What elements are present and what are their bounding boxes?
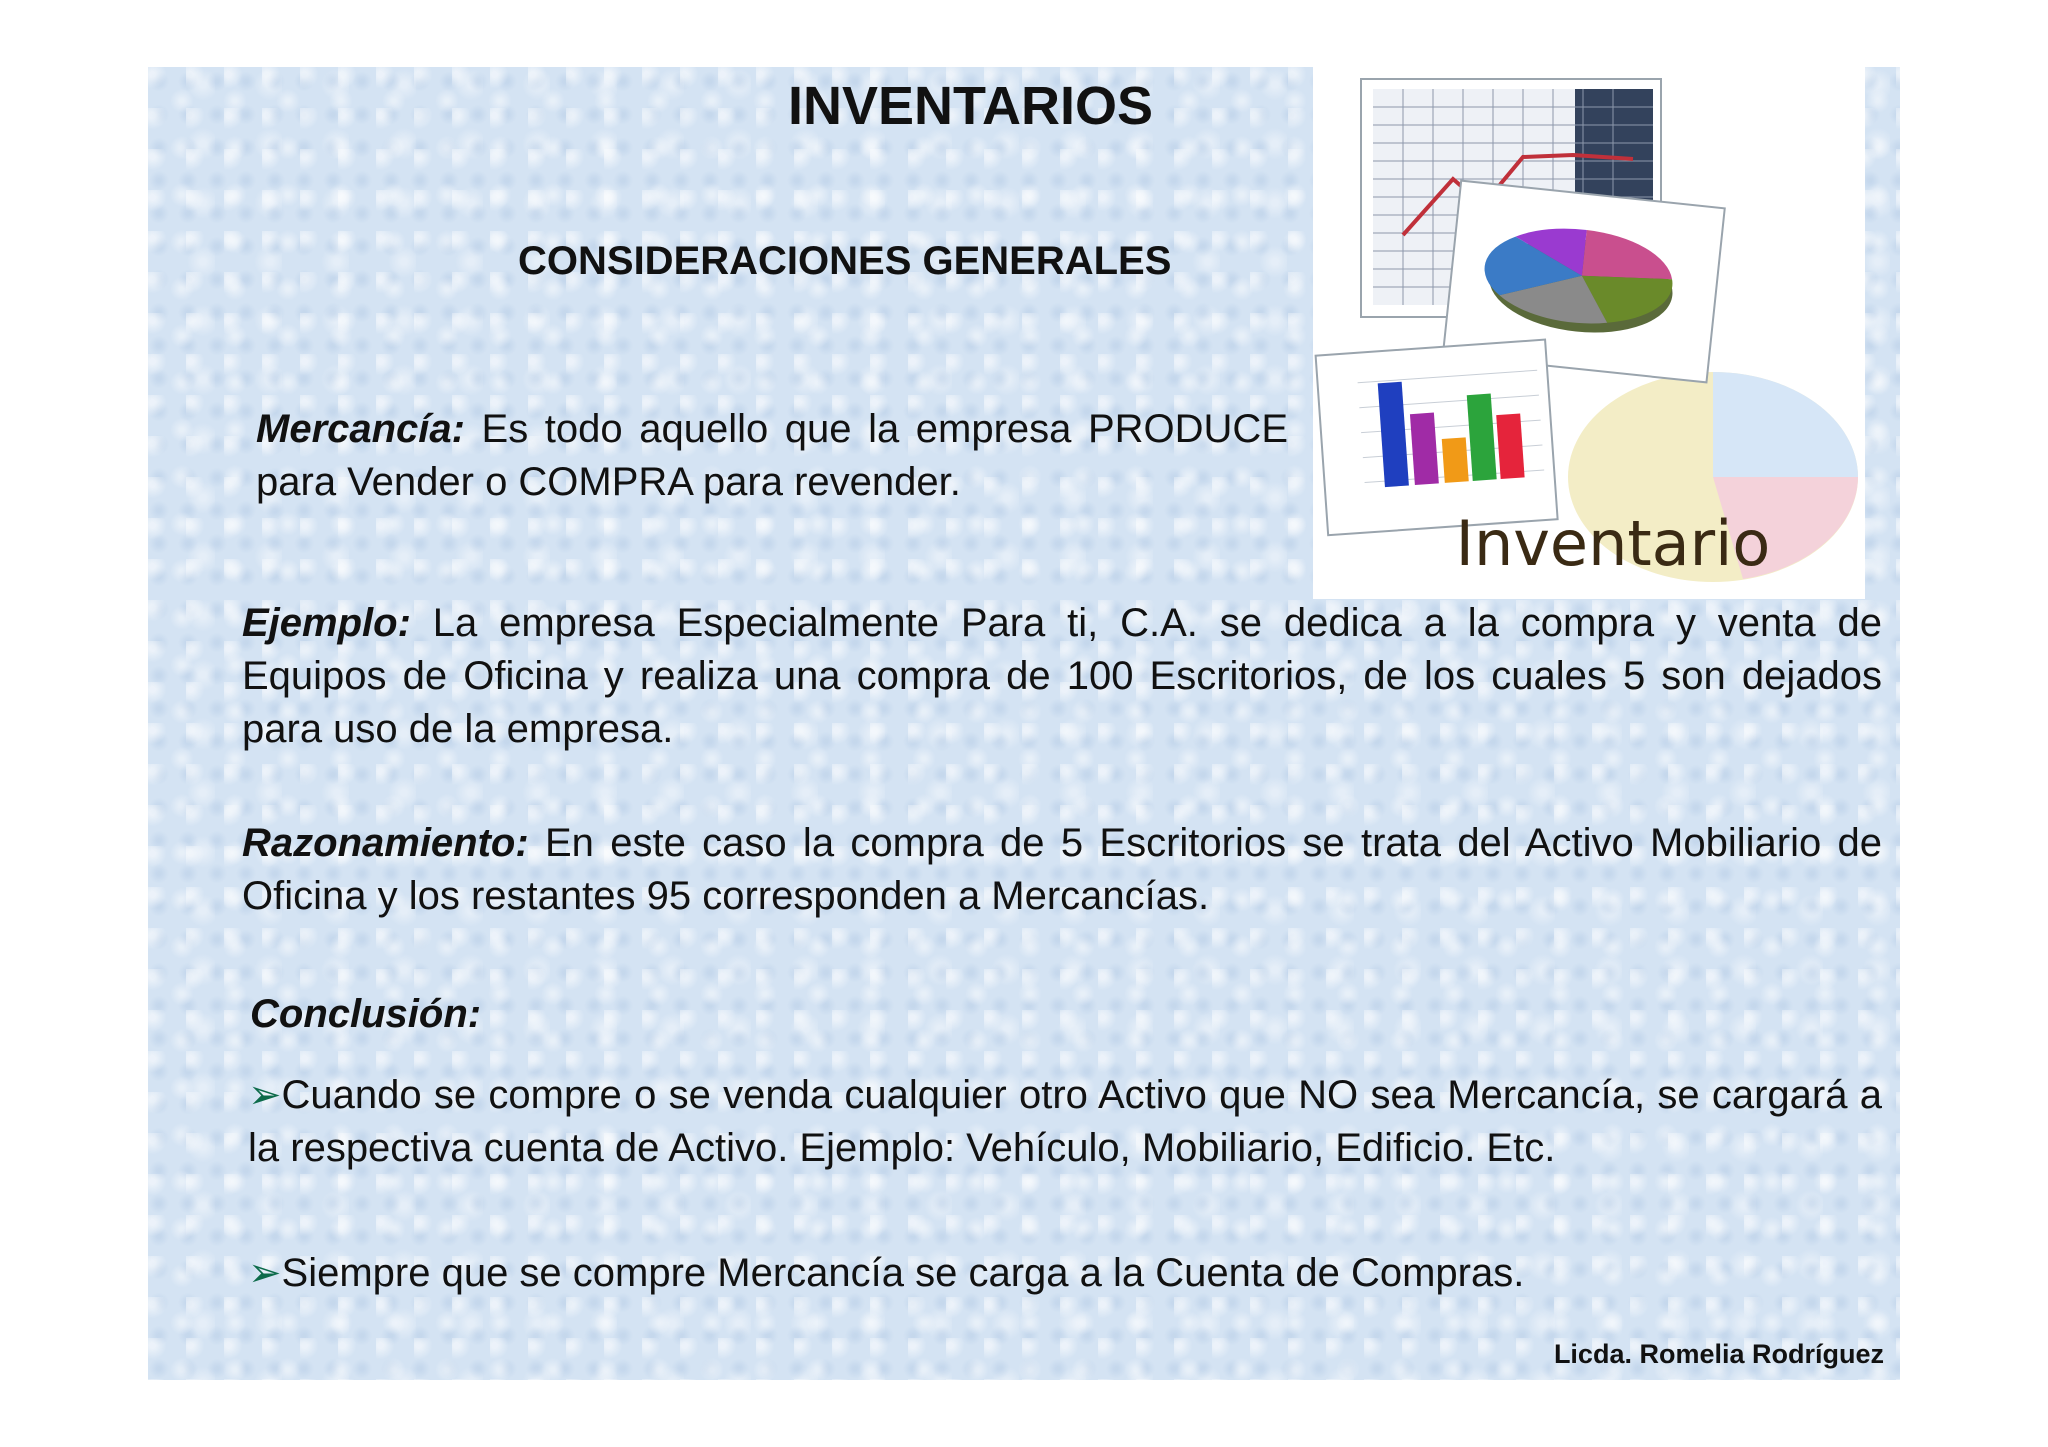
mercancia-paragraph	[256, 403, 1288, 509]
slide-subtitle: CONSIDERACIONES GENERALES	[518, 239, 1172, 283]
bar-red	[1496, 414, 1524, 480]
illustration-caption: Inventario	[1455, 507, 1771, 580]
ejemplo-text: La empresa Especialmente Para ti, C.A. se dedica a la compra y venta de Equipos de Oficina y realiza una compra de 100 Escritorios, de los cuales 5 son dejados para uso de la empresa.	[242, 601, 1882, 751]
inventory-illustration	[1313, 67, 1865, 599]
conclusion-heading: Conclusión:	[250, 992, 482, 1036]
razonamiento-label: Razonamiento:	[242, 821, 529, 865]
arrow-bullet-icon: ➢	[248, 1251, 282, 1295]
inventory-charts-image	[1313, 67, 1865, 599]
conclusion-bullet-1	[248, 1069, 1882, 1175]
author-footer: Licda. Romelia Rodríguez	[1553, 1339, 1884, 1369]
ejemplo-label: Ejemplo:	[242, 601, 411, 645]
conclusion-bullet-text: Siempre que se compre Mercancía se carga a la Cuenta de Compras.	[281, 1251, 1525, 1295]
razonamiento-paragraph	[242, 817, 1882, 923]
mercancia-label: Mercancía:	[256, 407, 465, 451]
bar-orange	[1442, 437, 1469, 483]
bar-purple	[1410, 413, 1439, 486]
background-pie-slice	[1713, 372, 1858, 477]
conclusion-bullet-2	[248, 1247, 1882, 1300]
razonamiento-text: En este caso la compra de 5 Escritorios se trata del Activo Mobiliario de Oficina y los restantes 95 corresponden a Mercancías.	[242, 821, 1882, 918]
arrow-bullet-icon: ➢	[248, 1073, 282, 1117]
slide-title: INVENTARIOS	[788, 76, 1154, 136]
conclusion-bullet-text: Cuando se compre o se venda cualquier otro Activo que NO sea Mercancía, se cargará a la respectiva cuenta de Activo. Ejemplo: Vehículo, Mobiliario, Edificio. Etc.	[248, 1073, 1882, 1170]
slide	[148, 67, 1900, 1380]
ejemplo-paragraph	[242, 597, 1882, 756]
bar-chart-card	[1316, 340, 1558, 536]
mercancia-text: Es todo aquello que la empresa PRODUCE para Vender o COMPRA para revender.	[256, 407, 1288, 504]
